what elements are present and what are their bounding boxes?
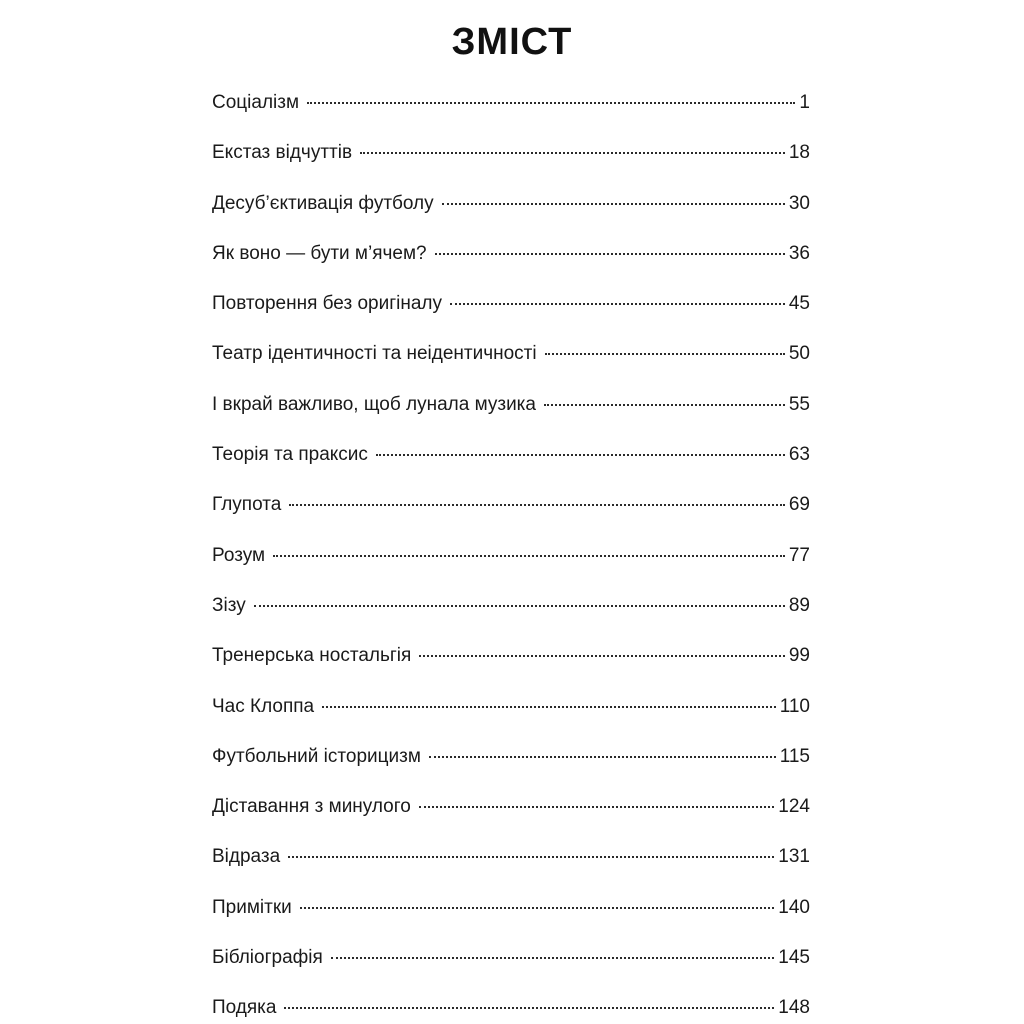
toc-entry [212,82,810,132]
toc-entry-title: Розум [212,544,266,566]
toc-entry-title: Час Клоппа [212,695,315,717]
dot-leader [442,203,785,205]
toc-entry-page: 50 [788,343,810,365]
dot-leader [450,303,785,305]
dot-leader [307,102,795,104]
toc-entry-title: Футбольний історицизм [212,745,421,767]
toc-entry-title: Тренерська ностальгія [212,645,412,667]
toc-entry-page: 55 [788,393,810,415]
toc-entry-page: 77 [788,544,810,566]
toc-entry [212,434,810,484]
toc-entry [212,987,810,1024]
toc-entry [212,183,810,233]
toc-entry-page: 89 [788,594,810,616]
toc-entry-title: Діставання з минулого [212,796,411,818]
toc-entry [212,887,810,937]
toc-entry-title: І вкрай важливо, щоб лунала музика [212,393,536,415]
toc-entry-title: Примітки [212,896,292,918]
toc-entry-title: Подяка [212,997,277,1019]
toc-entry [212,484,810,534]
dot-leader [360,152,785,154]
table-of-contents [212,82,810,1024]
toc-entry-title: Бібліографія [212,947,323,969]
toc-entry-title: Екстаз відчуттів [212,142,353,164]
toc-entry [212,132,810,182]
dot-leader [300,907,775,909]
toc-entry-page: 30 [788,192,810,214]
toc-entry-page: 1 [799,92,810,113]
toc-entry [212,786,810,836]
toc-entry-page: 140 [778,896,810,918]
toc-entry-title: Соціалізм [212,92,300,113]
toc-entry-title: Як воно — бути м’ячем? [212,242,427,264]
dot-leader [288,856,774,858]
toc-entry-page: 131 [778,846,810,868]
toc-entry [212,686,810,736]
dot-leader [254,605,785,607]
toc-entry [212,585,810,635]
toc-entry-page: 45 [788,293,810,315]
dot-leader [419,655,785,657]
toc-entry-title: Повторення без оригіналу [212,293,442,315]
toc-entry-page: 36 [788,242,810,264]
dot-leader [376,454,785,456]
toc-entry [212,283,810,333]
toc-entry-title: Зізу [212,594,246,616]
dot-leader [322,706,776,708]
toc-entry-page: 18 [788,142,810,164]
toc-entry-page: 63 [788,444,810,466]
dot-leader [545,353,785,355]
toc-entry-title: Театр ідентичності та неідентичності [212,343,537,365]
toc-entry-title: Десуб’єктивація футболу [212,192,434,214]
toc-entry [212,635,810,685]
dot-leader [435,253,785,255]
dot-leader [429,756,776,758]
dot-leader [289,504,785,506]
toc-entry-page: 124 [778,796,810,818]
dot-leader [284,1007,774,1009]
toc-entry-page: 110 [779,695,810,717]
dot-leader [419,806,774,808]
toc-entry-title: Відраза [212,846,281,868]
toc-entry-page: 99 [788,645,810,667]
toc-entry-page: 145 [778,947,810,969]
toc-entry [212,333,810,383]
toc-entry-page: 115 [779,745,810,767]
toc-entry [212,736,810,786]
page-title: ЗМІСТ [451,21,573,64]
toc-entry-title: Глупота [212,494,282,516]
toc-entry [212,233,810,283]
toc-entry [212,384,810,434]
dot-leader [331,957,774,959]
toc-entry-page: 69 [788,494,810,516]
dot-leader [273,555,785,557]
toc-entry [212,836,810,886]
toc-entry [212,535,810,585]
toc-entry-title: Теорія та праксис [212,444,368,466]
toc-entry-page: 148 [778,997,810,1019]
toc-entry [212,937,810,987]
dot-leader [544,404,785,406]
